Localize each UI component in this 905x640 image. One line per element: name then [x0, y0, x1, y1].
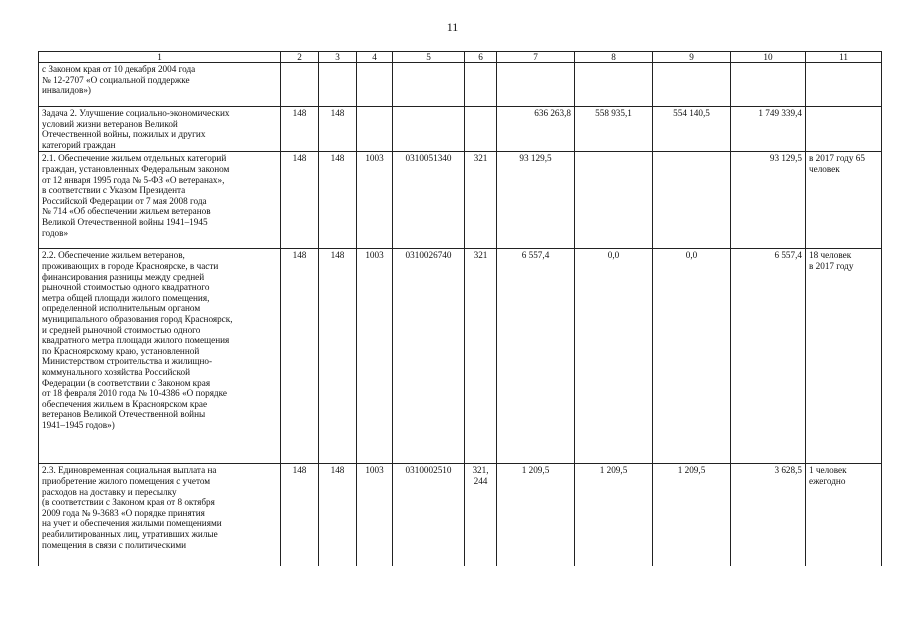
page-number: 11: [446, 20, 459, 34]
header-cell-9: 9: [653, 52, 731, 63]
cell-year-2: 558 935,1: [575, 107, 653, 152]
header-cell-5: 5: [393, 52, 465, 63]
table-row: [39, 249, 882, 464]
header-cell-1: 1: [39, 52, 281, 63]
cell-target-code: 0310026740: [393, 249, 465, 464]
cell-expense-type: [465, 63, 497, 107]
cell-result: 18 человек в 2017 году: [806, 249, 882, 464]
row-description: 2.2. Обеспечение жильем ветеранов, проживающих в городе Красноярске, в части финансирования разницы между средней рыночной стоимостью одного квадратного метра общей площади жилого помещения, определенной исполнительным органом муниципального образования город Красноярск, и средней рыночной стоимостью одного квадратного метра площади жилого помещения по Красноярскому краю, установленной Министерством строительства и жилищно- коммунального хозяйства Российской Федерации (в соответствии с Законом края от 18 февраля 2010 года № 10-4386 «О порядке обеспечения жильем в Красноярском крае ветеранов Великой Отечественной войны 1941–1945 годов»): [39, 249, 281, 464]
cell-year-2: 0,0: [575, 249, 653, 464]
header-cell-6: 6: [465, 52, 497, 63]
cell-expense-type: [465, 107, 497, 152]
cell-target-code: [393, 63, 465, 107]
cell-year-1: 6 557,4: [497, 249, 575, 464]
header-cell-8: 8: [575, 52, 653, 63]
cell-result: 1 человек ежегодно: [806, 464, 882, 566]
cell-year-1: 1 209,5: [497, 464, 575, 566]
table-row: [39, 107, 882, 152]
header-cell-3: 3: [319, 52, 357, 63]
cell-expense-type: 321: [465, 152, 497, 249]
cell-result: в 2017 году 65 человек: [806, 152, 882, 249]
cell-section-code: [357, 107, 393, 152]
cell-year-2: [575, 63, 653, 107]
cell-grbs-code: 148: [319, 107, 357, 152]
budget-table: [38, 51, 882, 566]
cell-target-code: [393, 107, 465, 152]
cell-admin-code: 148: [281, 152, 319, 249]
cell-total: 6 557,4: [731, 249, 806, 464]
cell-target-code: 0310002510: [393, 464, 465, 566]
cell-year-3: 1 209,5: [653, 464, 731, 566]
cell-year-3: [653, 152, 731, 249]
cell-expense-type: 321: [465, 249, 497, 464]
header-cell-4: 4: [357, 52, 393, 63]
cell-section-code: [357, 63, 393, 107]
cell-grbs-code: [319, 63, 357, 107]
row-description: Задача 2. Улучшение социально-экономических условий жизни ветеранов Великой Отечественной войны, пожилых и других категорий граждан: [39, 107, 281, 152]
cell-grbs-code: 148: [319, 464, 357, 566]
cell-year-1: [497, 63, 575, 107]
row-description: 2.3. Единовременная социальная выплата на приобретение жилого помещения с учетом расходов на доставку и пересылку (в соответствии с Законом края от 8 октября 2009 года № 9-3683 «О порядке принятия на учет и обеспечения жилыми помещениями реабилитированных лиц, утративших жилые помещения в связи с политическими: [39, 464, 281, 566]
cell-total: 1 749 339,4: [731, 107, 806, 152]
cell-year-1: 636 263,8: [497, 107, 575, 152]
cell-expense-type: 321, 244: [465, 464, 497, 566]
row-description: 2.1. Обеспечение жильем отдельных категорий граждан, установленных Федеральным законом от 12 января 1995 года № 5-ФЗ «О ветеранах», в соответствии с Указом Президента Российской Федерации от 7 мая 2008 года № 714 «Об обеспечении жильем ветеранов Великой Отечественной войны 1941–1945 годов»: [39, 152, 281, 249]
table-row: [39, 464, 882, 566]
cell-year-2: [575, 152, 653, 249]
cell-section-code: 1003: [357, 464, 393, 566]
header-cell-10: 10: [731, 52, 806, 63]
header-row: [39, 52, 882, 63]
row-description: с Законом края от 10 декабря 2004 года № 12-2707 «О социальной поддержке инвалидов»): [39, 63, 281, 107]
header-cell-11: 11: [806, 52, 882, 63]
cell-result: [806, 107, 882, 152]
cell-year-3: [653, 63, 731, 107]
cell-result: [806, 63, 882, 107]
cell-year-3: 554 140,5: [653, 107, 731, 152]
cell-total: 3 628,5: [731, 464, 806, 566]
cell-year-1: 93 129,5: [497, 152, 575, 249]
cell-total: [731, 63, 806, 107]
cell-grbs-code: 148: [319, 152, 357, 249]
cell-target-code: 0310051340: [393, 152, 465, 249]
header-cell-2: 2: [281, 52, 319, 63]
cell-admin-code: 148: [281, 464, 319, 566]
cell-section-code: 1003: [357, 249, 393, 464]
cell-admin-code: 148: [281, 249, 319, 464]
table-row: [39, 152, 882, 249]
cell-year-2: 1 209,5: [575, 464, 653, 566]
cell-grbs-code: 148: [319, 249, 357, 464]
cell-section-code: 1003: [357, 152, 393, 249]
header-cell-7: 7: [497, 52, 575, 63]
cell-admin-code: [281, 63, 319, 107]
cell-year-3: 0,0: [653, 249, 731, 464]
cell-total: 93 129,5: [731, 152, 806, 249]
table-row: [39, 63, 882, 107]
cell-admin-code: 148: [281, 107, 319, 152]
